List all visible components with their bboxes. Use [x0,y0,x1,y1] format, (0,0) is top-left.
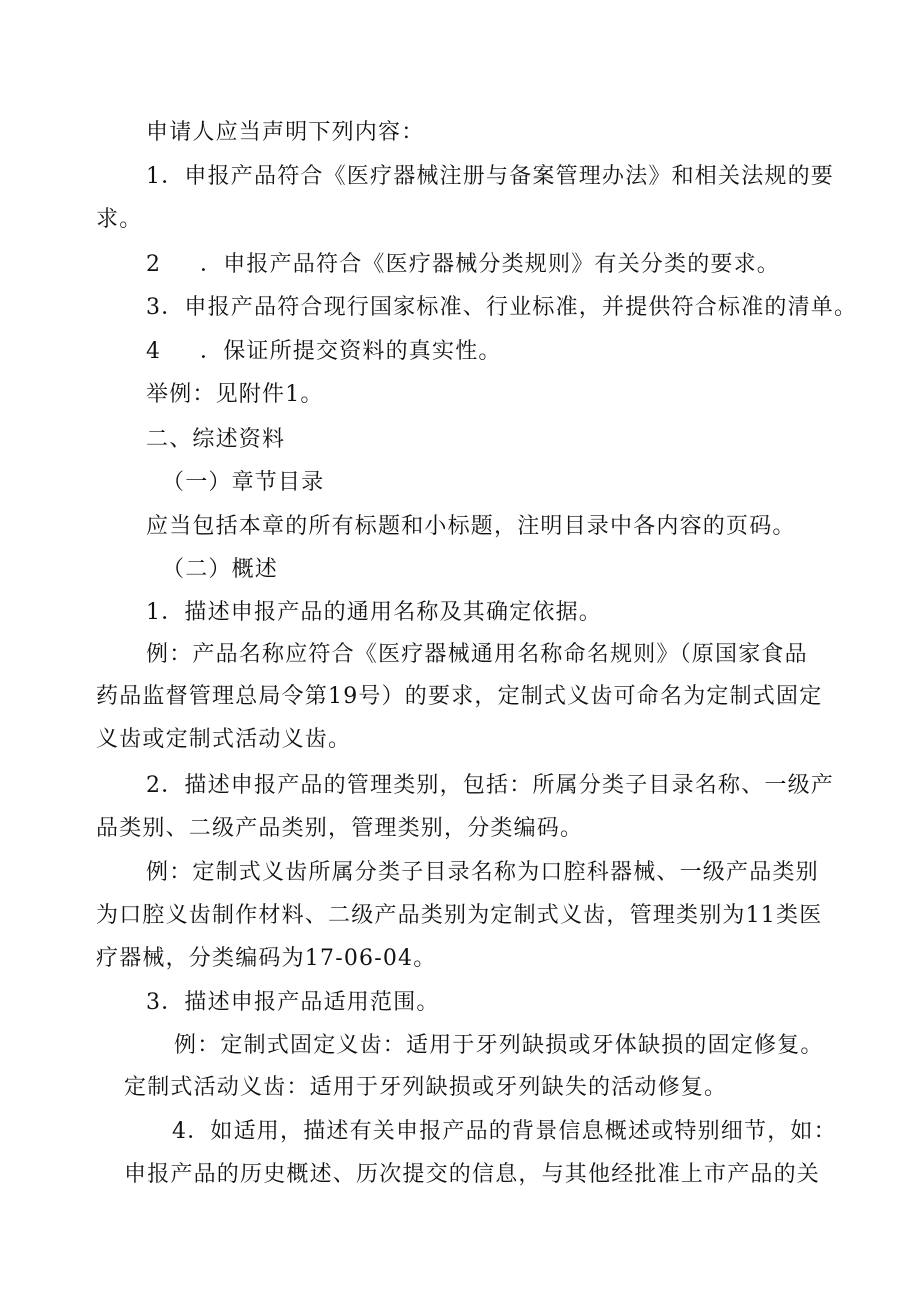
overview-item-2-example-line-1: 例：定制式义齿所属分类子目录名称为口腔科器械、一级产品类别 [146,860,819,885]
overview-item-3: 3．描述申报产品适用范围。 [146,990,440,1015]
declaration-item-2-text: ．申报产品符合《医疗器械分类规则》有关分类的要求。 [200,252,781,277]
subsection-2-heading: （二）概述 [162,557,279,582]
overview-item-2-example-line-2: 为口腔义齿制作材料、二级产品类别为定制式义齿，管理类别为11类医 [96,903,823,928]
declaration-example: 举例：见附件1。 [146,382,324,407]
declaration-item-2 [146,250,780,280]
overview-item-2-example-line-3: 疗器械，分类编码为17-06-04。 [96,946,437,971]
overview-item-1-example-line-3: 义齿或定制式活动义齿。 [96,727,352,752]
overview-item-1: 1．描述申报产品的通用名称及其确定依据。 [146,600,602,625]
declaration-intro: 申请人应当声明下列内容： [146,120,425,145]
declaration-item-4 [146,337,502,367]
declaration-item-1-line-2: 求。 [96,207,143,232]
declaration-item-2-number: 2 [146,252,162,277]
overview-item-1-example-line-1: 例：产品名称应符合《医疗器械通用名称命名规则》（原国家食品 [146,642,808,667]
declaration-item-3: 3．申报产品符合现行国家标准、行业标准，并提供符合标准的清单。 [146,295,858,320]
subsection-1-heading: （一）章节目录 [162,470,325,495]
declaration-item-4-text: ．保证所提交资料的真实性。 [200,339,502,364]
declaration-item-4-number: 4 [146,339,162,364]
overview-item-4-line-1: 4．如适用，描述有关申报产品的背景信息概述或特别细节，如： [172,1119,837,1144]
overview-item-1-example-line-2: 药品监督管理总局令第19号）的要求，定制式义齿可命名为定制式固定 [96,684,823,709]
overview-item-2-line-1: 2．描述申报产品的管理类别，包括：所属分类子目录名称、一级产 [146,773,834,798]
subsection-1-text: 应当包括本章的所有标题和小标题，注明目录中各内容的页码。 [146,514,796,539]
overview-item-4-line-2: 申报产品的历史概述、历次提交的信息，与其他经批准上市产品的关 [124,1162,821,1187]
overview-item-3-example-line-1: 例：定制式固定义齿：适用于牙列缺损或牙体缺损的固定修复。 [174,1033,824,1058]
overview-item-2-line-2: 品类别、二级产品类别，管理类别，分类编码。 [96,816,584,841]
declaration-item-1-line-1: 1．申报产品符合《医疗器械注册与备案管理办法》和相关法规的要 [146,164,834,189]
section-2-heading: 二、综述资料 [146,427,286,452]
overview-item-3-example-line-2: 定制式活动义齿：适用于牙列缺损或牙列缺失的活动修复。 [124,1075,728,1100]
